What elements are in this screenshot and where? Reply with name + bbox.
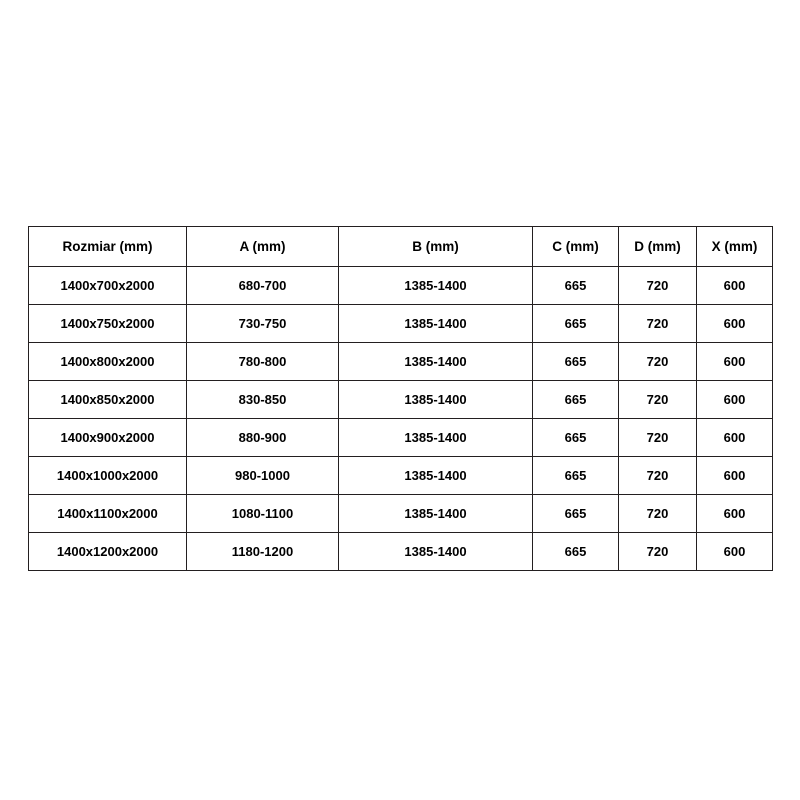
size-table-container (28, 226, 772, 571)
cell-x: 600 (697, 419, 773, 457)
column-header-d: D (mm) (619, 227, 697, 267)
cell-size: 1400x750x2000 (29, 305, 187, 343)
cell-a: 830-850 (187, 381, 339, 419)
cell-d: 720 (619, 343, 697, 381)
table-body (29, 267, 773, 571)
cell-size: 1400x900x2000 (29, 419, 187, 457)
cell-x: 600 (697, 305, 773, 343)
cell-x: 600 (697, 343, 773, 381)
cell-x: 600 (697, 457, 773, 495)
cell-d: 720 (619, 267, 697, 305)
cell-a: 780-800 (187, 343, 339, 381)
cell-c: 665 (533, 495, 619, 533)
cell-a: 680-700 (187, 267, 339, 305)
cell-b: 1385-1400 (339, 533, 533, 571)
column-header-c: C (mm) (533, 227, 619, 267)
cell-b: 1385-1400 (339, 419, 533, 457)
cell-b: 1385-1400 (339, 305, 533, 343)
cell-c: 665 (533, 343, 619, 381)
cell-c: 665 (533, 267, 619, 305)
column-header-a: A (mm) (187, 227, 339, 267)
table-head (29, 227, 773, 267)
cell-b: 1385-1400 (339, 343, 533, 381)
cell-d: 720 (619, 533, 697, 571)
cell-d: 720 (619, 381, 697, 419)
cell-c: 665 (533, 381, 619, 419)
cell-d: 720 (619, 495, 697, 533)
column-header-x: X (mm) (697, 227, 773, 267)
column-header-size: Rozmiar (mm) (29, 227, 187, 267)
cell-x: 600 (697, 533, 773, 571)
table-header-row (29, 227, 773, 267)
cell-x: 600 (697, 495, 773, 533)
cell-d: 720 (619, 419, 697, 457)
table-row (29, 495, 773, 533)
cell-size: 1400x850x2000 (29, 381, 187, 419)
cell-c: 665 (533, 305, 619, 343)
size-table (28, 226, 773, 571)
table-row (29, 267, 773, 305)
cell-b: 1385-1400 (339, 495, 533, 533)
cell-size: 1400x1000x2000 (29, 457, 187, 495)
table-row (29, 533, 773, 571)
cell-c: 665 (533, 457, 619, 495)
cell-size: 1400x1200x2000 (29, 533, 187, 571)
cell-c: 665 (533, 419, 619, 457)
column-header-b: B (mm) (339, 227, 533, 267)
table-row (29, 457, 773, 495)
cell-size: 1400x1100x2000 (29, 495, 187, 533)
cell-size: 1400x700x2000 (29, 267, 187, 305)
cell-a: 1080-1100 (187, 495, 339, 533)
table-row (29, 343, 773, 381)
cell-c: 665 (533, 533, 619, 571)
cell-x: 600 (697, 381, 773, 419)
cell-a: 980-1000 (187, 457, 339, 495)
cell-a: 1180-1200 (187, 533, 339, 571)
table-row (29, 381, 773, 419)
cell-d: 720 (619, 305, 697, 343)
table-row (29, 419, 773, 457)
cell-x: 600 (697, 267, 773, 305)
cell-d: 720 (619, 457, 697, 495)
cell-a: 880-900 (187, 419, 339, 457)
cell-size: 1400x800x2000 (29, 343, 187, 381)
cell-b: 1385-1400 (339, 457, 533, 495)
cell-a: 730-750 (187, 305, 339, 343)
table-row (29, 305, 773, 343)
cell-b: 1385-1400 (339, 267, 533, 305)
cell-b: 1385-1400 (339, 381, 533, 419)
